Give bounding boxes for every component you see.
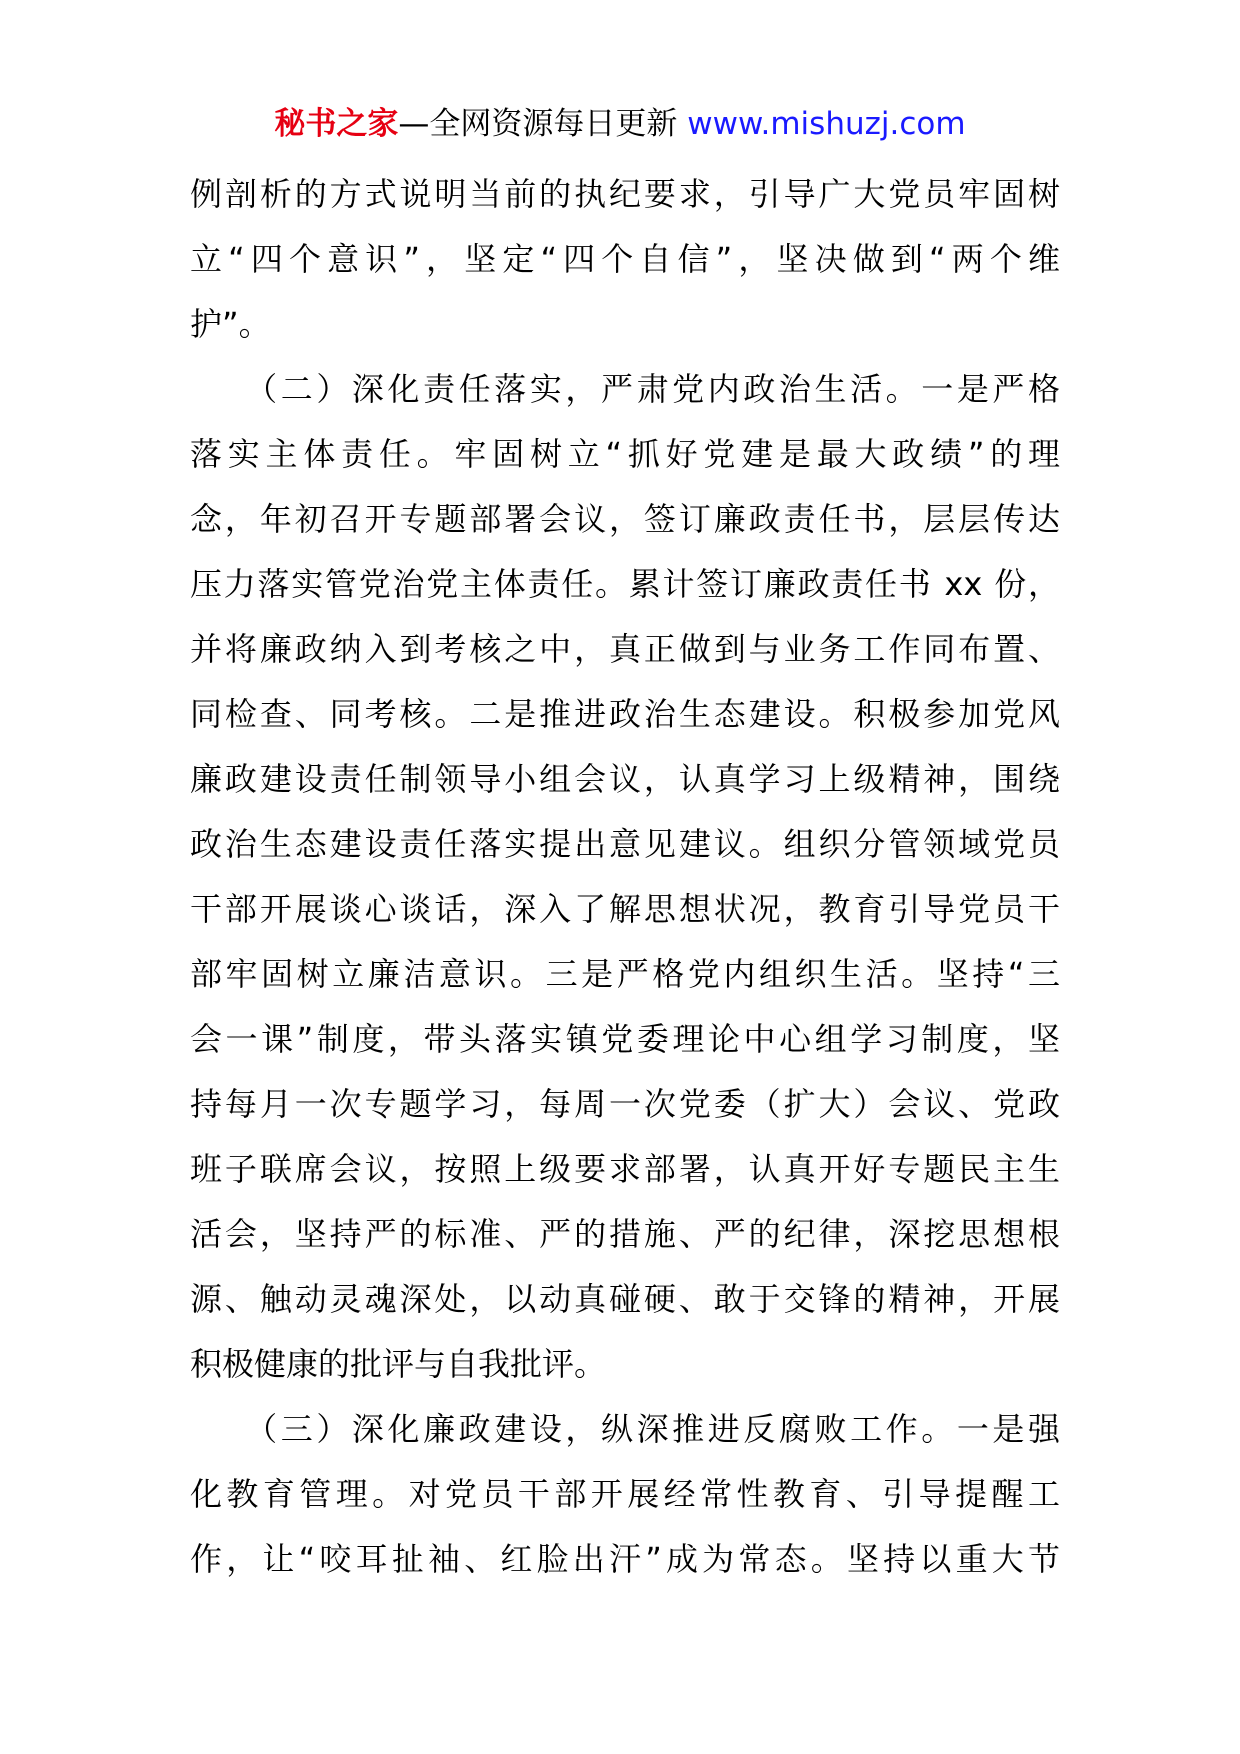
text-line: 并将廉政纳入到考核之中，真正做到与业务工作同布置、: [190, 630, 1060, 668]
text-line: 源、触动灵魂深处，以动真碰硬、敢于交锋的精神，开展: [190, 1280, 1060, 1318]
text-line: 压力落实管党治党主体责任。累计签订廉政责任书 xx 份，: [190, 565, 1060, 603]
text-line: 例剖析的方式说明当前的执纪要求，引导广大党员牢固树: [190, 175, 1060, 213]
site-slogan: —全网资源每日更新: [398, 106, 678, 142]
text-line: 同检查、同考核。二是推进政治生态建设。积极参加党风: [190, 695, 1060, 733]
text-line: 政治生态建设责任落实提出意见建议。组织分管领域党员: [190, 825, 1060, 863]
text-line: 护”。: [190, 305, 271, 343]
text-line: 立“四个意识”，坚定“四个自信”，坚决做到“两个维: [190, 240, 1060, 278]
text-line: 积极健康的批评与自我批评。: [190, 1345, 607, 1383]
text-line: 作，让“咬耳扯袖、红脸出汗”成为常态。坚持以重大节: [190, 1540, 1060, 1578]
text-line: 落实主体责任。牢固树立“抓好党建是最大政绩”的理: [190, 435, 1060, 473]
text-line: 化教育管理。对党员干部开展经常性教育、引导提醒工: [190, 1475, 1060, 1513]
text-line: 廉政建设责任制领导小组会议，认真学习上级精神，围绕: [190, 760, 1060, 798]
text-line: 会一课”制度，带头落实镇党委理论中心组学习制度，坚: [190, 1020, 1060, 1058]
text-line: （三）深化廉政建设，纵深推进反腐败工作。一是强: [190, 1410, 1060, 1448]
text-line: 班子联席会议，按照上级要求部署，认真开好专题民主生: [190, 1150, 1060, 1188]
site-url-link[interactable]: www.mishuzj.com: [687, 106, 966, 142]
site-brand: 秘书之家: [274, 106, 399, 142]
text-line: （二）深化责任落实，严肃党内政治生活。一是严格: [190, 370, 1060, 408]
site-header: [0, 104, 1240, 144]
text-line: 部牢固树立廉洁意识。三是严格党内组织生活。坚持“三: [190, 955, 1060, 993]
text-line: 活会，坚持严的标准、严的措施、严的纪律，深挖思想根: [190, 1215, 1060, 1253]
document-body: [190, 162, 1060, 1592]
text-line: 念，年初召开专题部署会议，签订廉政责任书，层层传达: [190, 500, 1060, 538]
text-line: 干部开展谈心谈话，深入了解思想状况，教育引导党员干: [190, 890, 1060, 928]
text-line: 持每月一次专题学习，每周一次党委（扩大）会议、党政: [190, 1085, 1060, 1123]
